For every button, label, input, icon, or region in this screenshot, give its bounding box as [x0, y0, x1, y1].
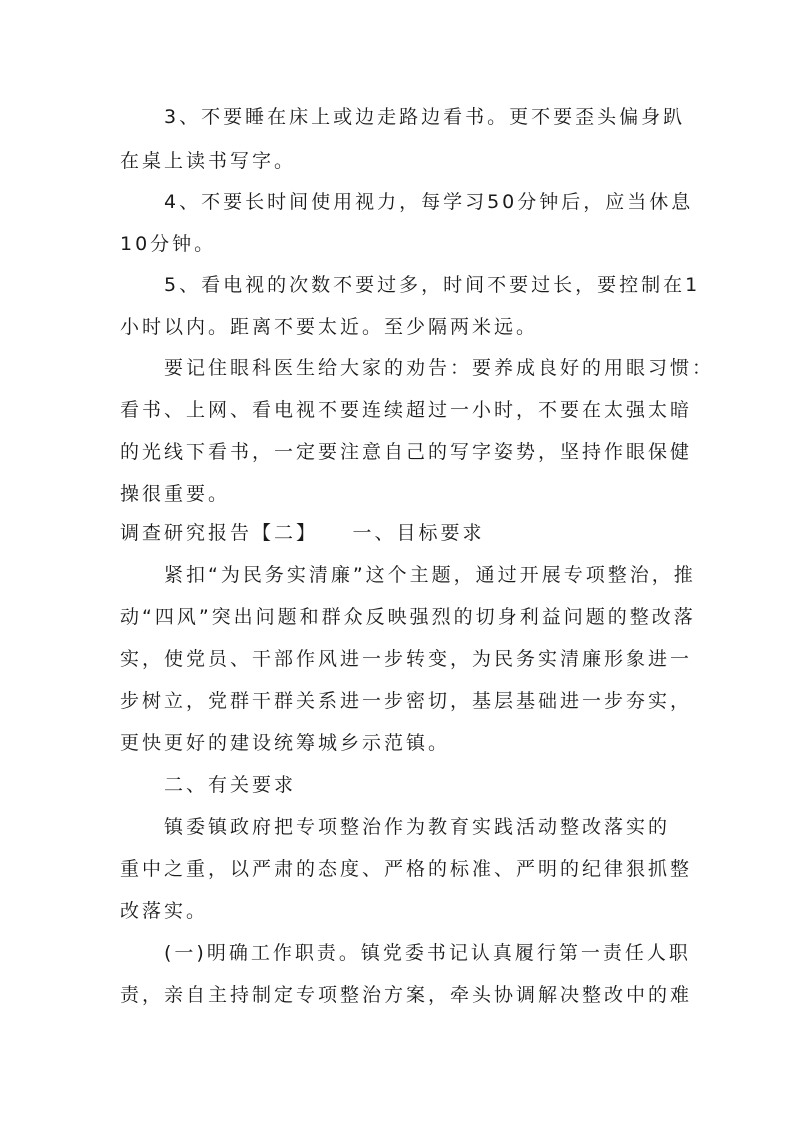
text-line: 更快更好的建设统筹城乡示范镇。	[120, 732, 451, 754]
text-line: 4、不要长时间使用视力，每学习50分钟后，应当休息	[164, 191, 694, 213]
text-line: 小时以内。距离不要太近。至少隔两米远。	[120, 316, 539, 338]
text-line: 3、不要睡在床上或边走路边看书。更不要歪头偏身趴	[164, 106, 686, 128]
section-heading: 二、有关要求	[164, 774, 297, 796]
section-heading: 调查研究报告【二】 一、目标要求	[120, 522, 485, 544]
text-line: 操很重要。	[120, 483, 231, 505]
text-line: 在桌上读书写字。	[120, 150, 297, 172]
text-line: 动“四风”突出问题和群众反映强烈的切身利益问题的整改落	[120, 606, 696, 628]
text-line: (一)明确工作职责。镇党委书记认真履行第一责任人职	[164, 942, 691, 964]
text-line: 改落实。	[120, 900, 209, 922]
text-line: 责，亲自主持制定专项整治方案，牵头协调解决整改中的难	[120, 984, 693, 1006]
text-line: 镇委镇政府把专项整治作为教育实践活动整改落实的	[164, 816, 671, 838]
text-line: 步树立，党群干群关系进一步密切，基层基础进一步夯实，	[120, 690, 693, 712]
text-line: 紧扣“为民务实清廉”这个主题，通过开展专项整治，推	[164, 564, 696, 586]
text-line: 10分钟。	[120, 233, 217, 255]
text-line: 看书、上网、看电视不要连续超过一小时，不要在太强太暗	[120, 399, 693, 421]
text-line: 的光线下看书，一定要注意自己的写字姿势，坚持作眼保健	[120, 441, 693, 463]
text-line: 要记住眼科医生给大家的劝告：要养成良好的用眼习惯：	[164, 357, 715, 379]
text-line: 重中之重，以严肃的态度、严格的标准、严明的纪律狠抓整	[120, 858, 693, 880]
text-line: 5、看电视的次数不要过多，时间不要过长，要控制在1	[164, 274, 701, 296]
text-line: 实，使党员、干部作风进一步转变，为民务实清廉形象进一	[120, 648, 693, 670]
